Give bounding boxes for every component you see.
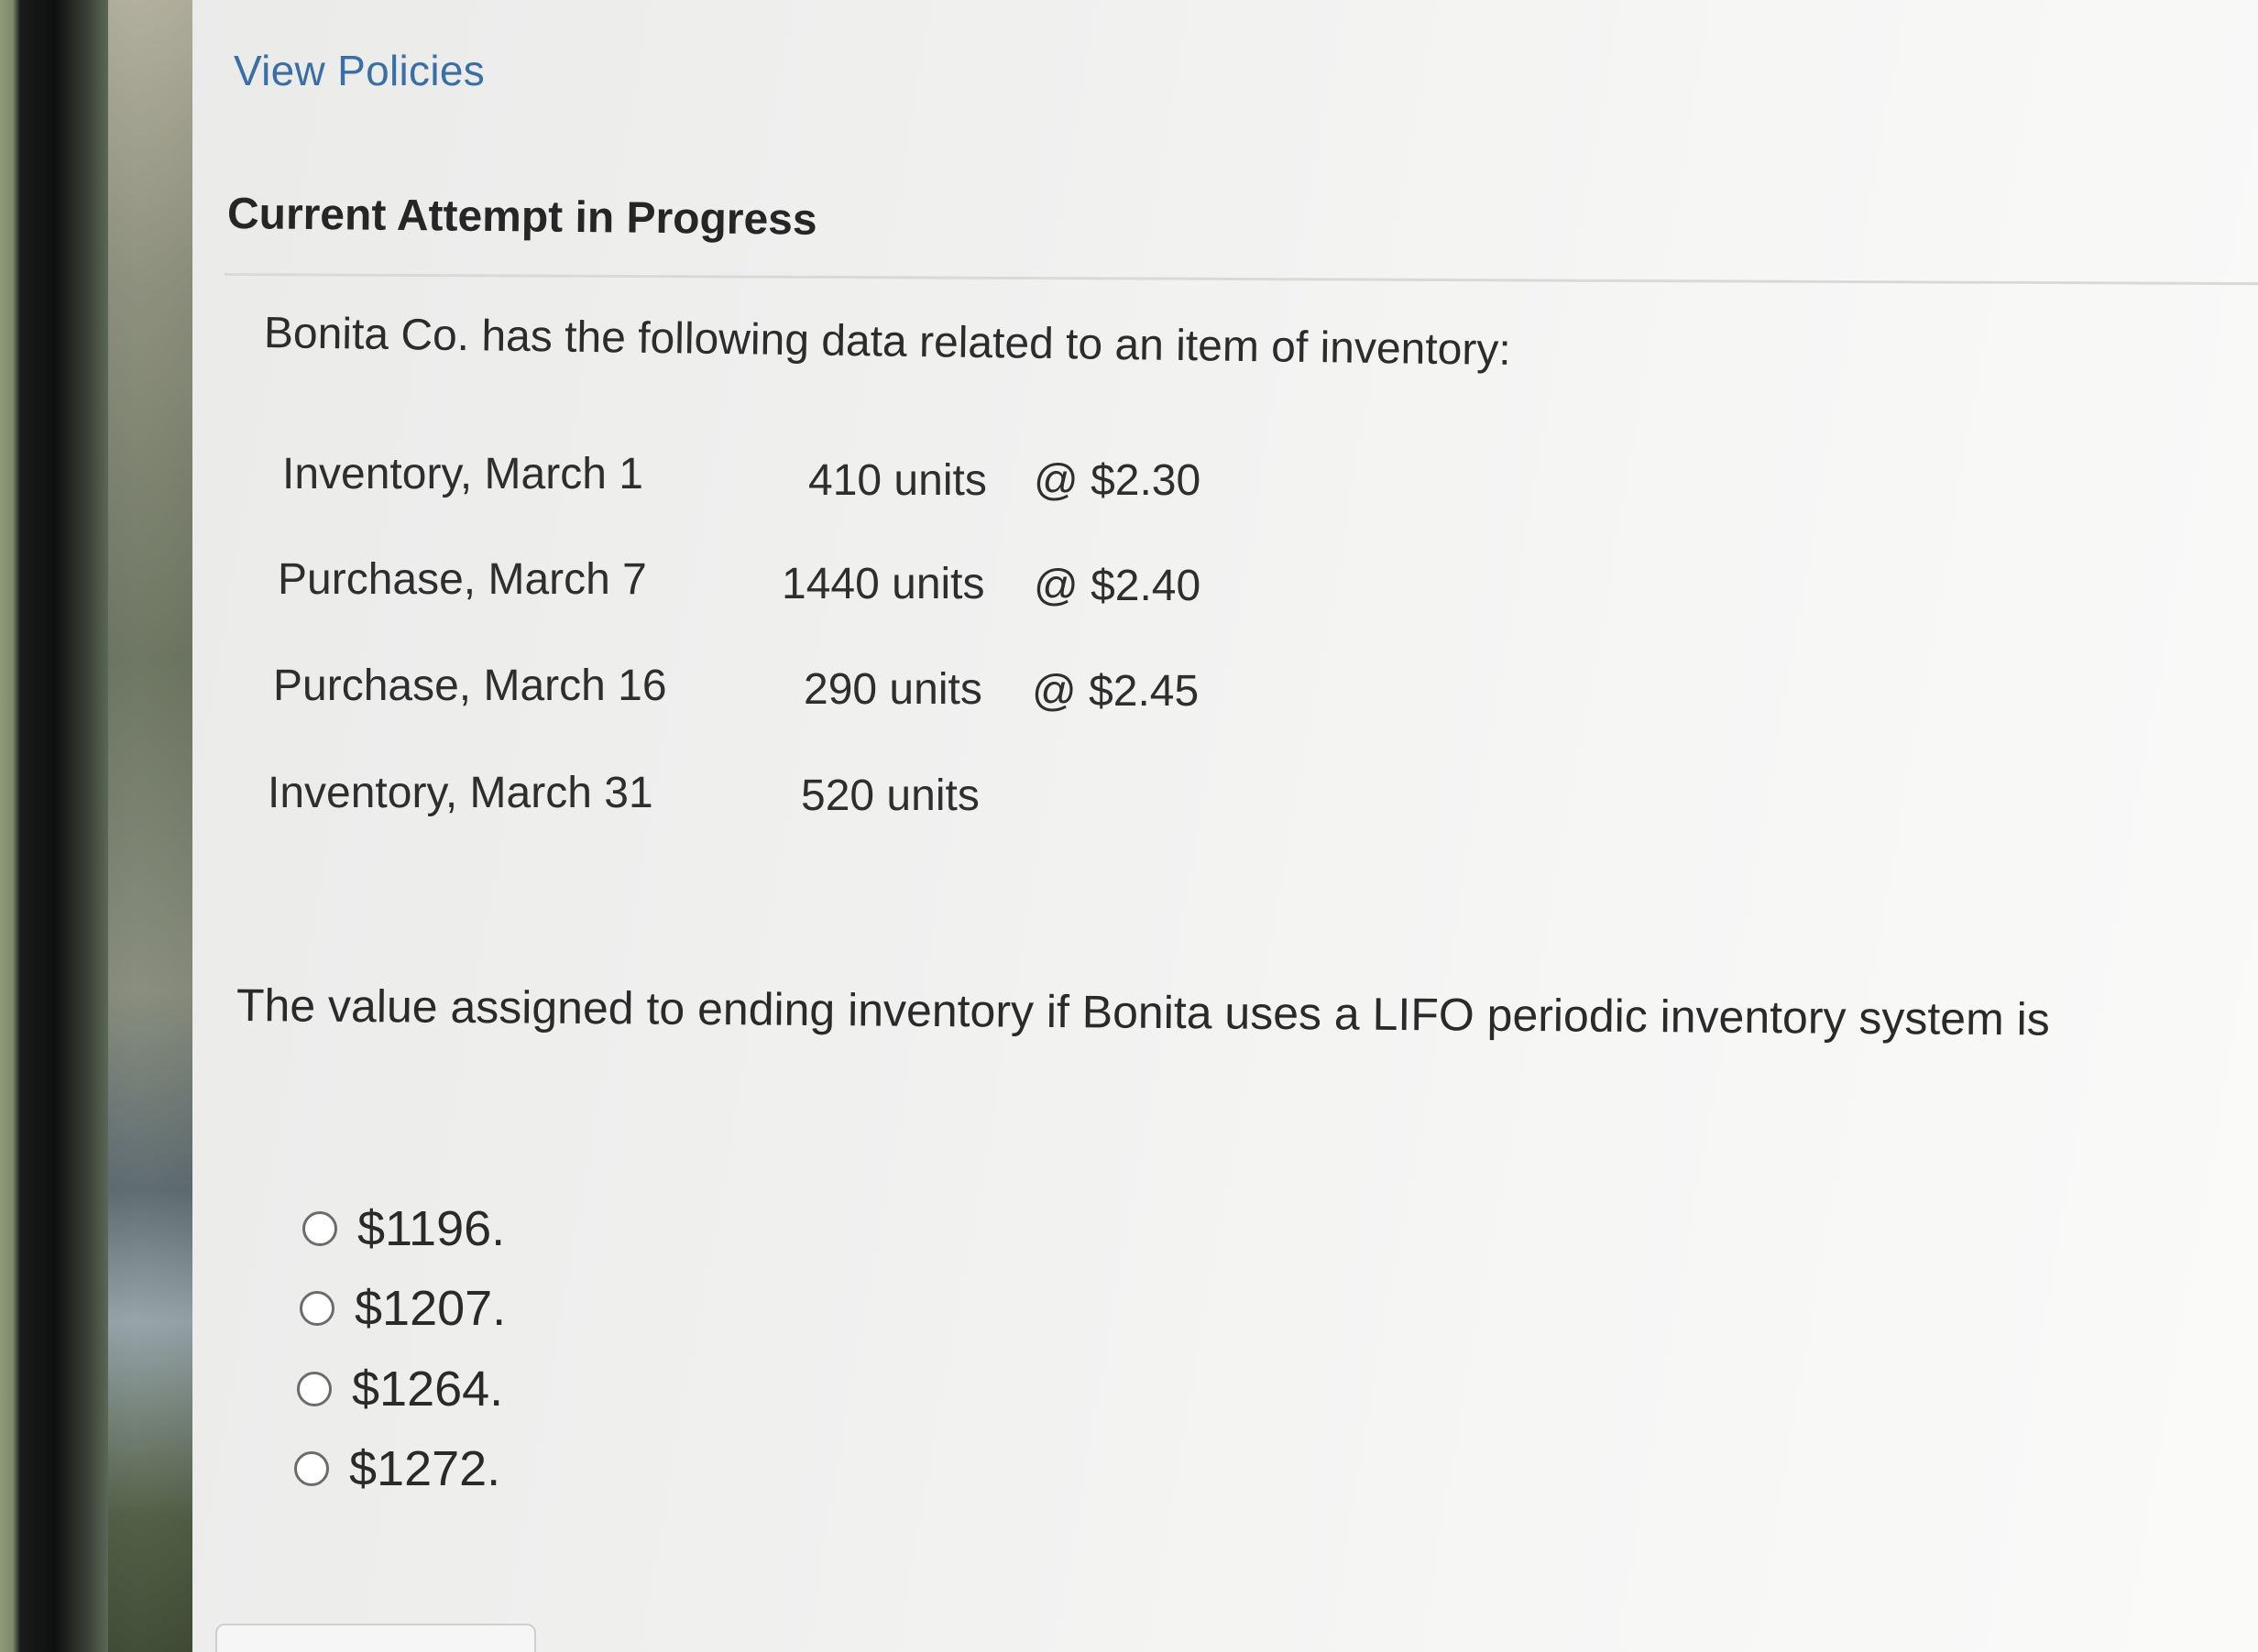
quiz-page bbox=[192, 0, 2258, 1652]
option-label: $1272. bbox=[349, 1441, 501, 1496]
inventory-row-label: Inventory, March 31 bbox=[268, 769, 653, 817]
monitor-bezel bbox=[0, 0, 192, 1652]
inventory-row-label: Purchase, March 7 bbox=[278, 555, 647, 604]
question-prompt: The value assigned to ending inventory if Bonita uses a LIFO periodic inventory system is bbox=[236, 979, 2050, 1045]
inventory-row-units: 410 units bbox=[808, 456, 987, 505]
inventory-row-units: 520 units bbox=[801, 771, 980, 820]
option-label: $1264. bbox=[352, 1362, 504, 1417]
inventory-row-label: Inventory, March 1 bbox=[282, 450, 643, 498]
answer-option[interactable] bbox=[297, 1361, 503, 1417]
radio-button[interactable] bbox=[302, 1211, 337, 1246]
inventory-row-price: @ $2.45 bbox=[1032, 667, 1200, 716]
option-label: $1196. bbox=[357, 1201, 506, 1256]
radio-button[interactable] bbox=[294, 1451, 329, 1486]
inventory-row-label: Purchase, March 16 bbox=[273, 662, 667, 710]
radio-button[interactable] bbox=[297, 1372, 332, 1406]
view-policies-link[interactable]: View Policies bbox=[234, 47, 486, 94]
partial-button[interactable] bbox=[215, 1624, 536, 1652]
attempt-heading: Current Attempt in Progress bbox=[226, 190, 817, 245]
inventory-row-price: @ $2.40 bbox=[1034, 562, 1201, 610]
inventory-row-units: 1440 units bbox=[782, 560, 985, 608]
radio-button[interactable] bbox=[300, 1291, 334, 1326]
option-label: $1207. bbox=[355, 1281, 507, 1336]
desktop-wallpaper-strip bbox=[108, 0, 192, 1652]
inventory-row-price: @ $2.30 bbox=[1034, 456, 1201, 505]
inventory-row-units: 290 units bbox=[804, 665, 982, 714]
answer-option[interactable] bbox=[294, 1440, 500, 1497]
question-intro: Bonita Co. has the following data related to an item of inventory: bbox=[263, 309, 1512, 375]
answer-option[interactable] bbox=[302, 1200, 505, 1257]
answer-option[interactable] bbox=[300, 1280, 506, 1337]
inventory-table bbox=[192, 0, 2258, 916]
